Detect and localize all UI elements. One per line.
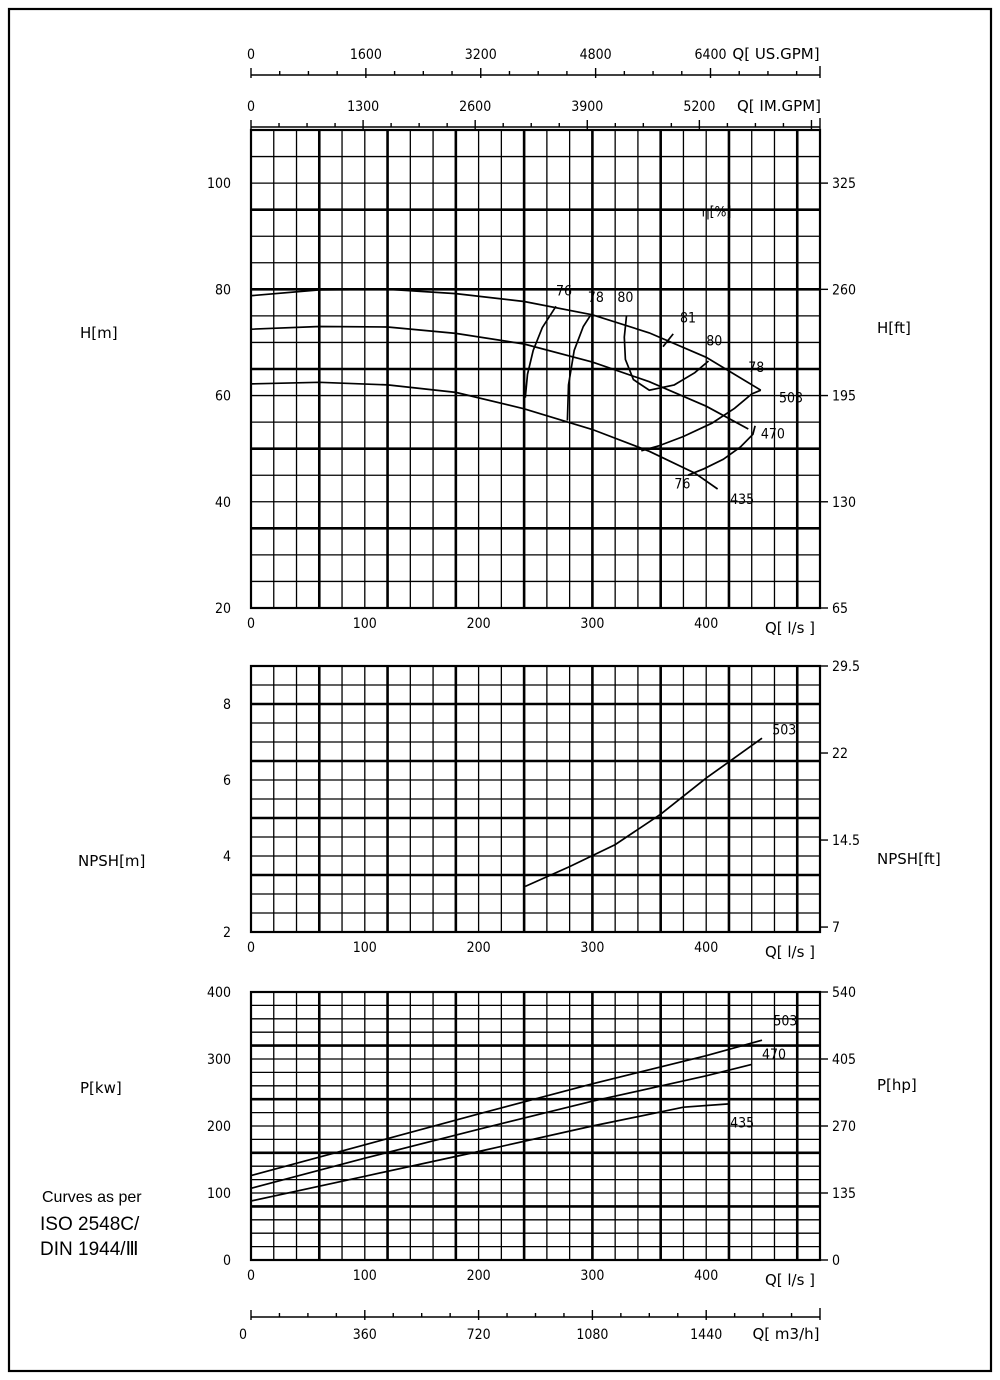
ylabel-power-right: P[hp] xyxy=(877,1076,917,1094)
x-tick-label: 200 xyxy=(466,616,491,632)
y-tick-label-left: 4 xyxy=(222,849,231,865)
top-scale-im-gpm xyxy=(247,97,821,130)
y-tick-label-right: 130 xyxy=(832,494,857,511)
top-scale-us-gpm xyxy=(247,45,820,78)
x-tick-label: 0 xyxy=(246,1268,256,1284)
curve-label: 435 xyxy=(730,491,755,508)
grid-head xyxy=(251,130,820,608)
x-tick-label: 100 xyxy=(352,616,377,632)
y-tick-label-right: 405 xyxy=(832,1052,857,1068)
curve-label: 503 xyxy=(773,1013,798,1030)
y-tick-label-right: 7 xyxy=(832,920,841,937)
scale-tick-label: 4800 xyxy=(579,47,612,63)
curve-head-503 xyxy=(251,289,761,390)
standard-note-line2: ISO 2548C/ xyxy=(40,1214,140,1235)
scale-tick-label: 720 xyxy=(466,1327,491,1343)
x-tick-label: 100 xyxy=(352,1268,377,1284)
x-axis-label: Q[ l/s ] xyxy=(764,943,816,961)
y-axis-left-head xyxy=(207,176,231,617)
ylabel-head-left: H[m] xyxy=(80,324,118,342)
y-tick-label-right: 195 xyxy=(832,388,857,405)
scale-tick-label: 360 xyxy=(352,1327,377,1343)
y-tick-label-left: 200 xyxy=(206,1119,231,1135)
y-tick-label-right: 0 xyxy=(832,1253,841,1269)
y-tick-label-right: 540 xyxy=(832,985,857,1001)
scale-tick-label: 1080 xyxy=(576,1327,609,1343)
scale-tick-label: 1600 xyxy=(349,47,382,63)
labels-npsh xyxy=(772,722,796,738)
y-axis-right-npsh xyxy=(820,659,860,936)
x-tick-label: 400 xyxy=(694,616,719,632)
scale-tick-label: 3900 xyxy=(571,99,604,115)
curve-label: 80 xyxy=(706,333,723,350)
y-tick-label-right: 135 xyxy=(832,1186,857,1202)
curve-head-435 xyxy=(251,382,718,489)
x-tick-label: 200 xyxy=(466,1268,491,1284)
ylabel-power-left: P[kw] xyxy=(80,1079,122,1097)
y-tick-label-right: 65 xyxy=(832,601,849,617)
scale-label: Q[ m3/h] xyxy=(752,1325,820,1343)
y-tick-label-left: 8 xyxy=(222,697,231,713)
scale-tick-label: 0 xyxy=(238,1327,248,1343)
series-power xyxy=(251,1040,762,1201)
curve-label: 503 xyxy=(772,722,797,739)
x-tick-label: 300 xyxy=(580,1268,605,1284)
curve-label: 81 xyxy=(680,310,697,327)
y-tick-label-right: 260 xyxy=(832,282,857,299)
scale-tick-label: 6400 xyxy=(694,47,727,63)
y-tick-label-left: 2 xyxy=(222,925,231,941)
y-tick-label-right: 325 xyxy=(832,176,857,193)
scale-tick-label: 2600 xyxy=(459,99,492,115)
y-tick-label-left: 80 xyxy=(214,282,231,299)
curve-label: 78 xyxy=(748,360,765,377)
y-axis-left-power xyxy=(207,985,231,1269)
curve-label: 435 xyxy=(730,1115,755,1132)
x-axis-label: Q[ l/s ] xyxy=(764,619,816,637)
y-tick-label-left: 400 xyxy=(206,985,231,1001)
data-curves xyxy=(251,289,765,1201)
y-tick-label-right: 14.5 xyxy=(832,833,861,850)
scale-tick-label: 0 xyxy=(246,47,256,63)
panel-grids xyxy=(251,130,820,1260)
curve-label: 503 xyxy=(779,390,804,407)
x-tick-label: 300 xyxy=(580,616,605,632)
standard-note-line3: DIN 1944/Ⅲ xyxy=(40,1239,139,1260)
ylabel-head-right: H[ft] xyxy=(877,319,911,337)
curve-label: 470 xyxy=(761,1047,787,1063)
x-tick-label: 400 xyxy=(694,1268,719,1284)
y-tick-label-right: 29.5 xyxy=(832,659,861,675)
curve-label: 80 xyxy=(617,290,634,307)
x-axis-power xyxy=(247,1268,815,1289)
standard-note-line1: Curves as per xyxy=(42,1189,142,1206)
scale-tick-label: 3200 xyxy=(464,47,497,63)
y-tick-label-left: 0 xyxy=(222,1253,231,1269)
y-tick-label-left: 60 xyxy=(214,388,231,405)
x-tick-label: 100 xyxy=(352,940,377,956)
x-tick-label: 400 xyxy=(694,940,719,956)
y-tick-label-left: 100 xyxy=(206,1186,231,1202)
y-tick-label-left: 6 xyxy=(222,773,231,789)
x-tick-label: 0 xyxy=(246,616,256,632)
y-axis-right-head xyxy=(820,176,856,617)
efficiency-curve-76 xyxy=(688,426,755,475)
curve-label: 76 xyxy=(674,476,691,493)
y-tick-label-left: 100 xyxy=(206,176,231,193)
y-tick-label-left: 40 xyxy=(214,494,231,511)
x-axis-head xyxy=(247,616,815,637)
y-tick-label-right: 270 xyxy=(832,1119,857,1135)
scale-label: Q[ US.GPM] xyxy=(732,45,820,63)
curve-label: 470 xyxy=(760,426,785,443)
scale-tick-label: 0 xyxy=(246,99,256,115)
curve-label: 76 xyxy=(555,283,573,300)
y-tick-label-left: 300 xyxy=(206,1052,231,1068)
x-tick-label: 0 xyxy=(246,940,256,956)
y-axis-right-power xyxy=(820,985,856,1269)
grid-npsh xyxy=(251,666,820,932)
curve-label: η[%] xyxy=(701,204,732,221)
x-tick-label: 200 xyxy=(466,940,491,956)
scale-tick-label: 5200 xyxy=(683,99,716,115)
ylabel-npsh-right: NPSH[ft] xyxy=(877,850,941,868)
scale-label: Q[ IM.GPM] xyxy=(736,97,822,115)
bottom-scale-m3h xyxy=(239,1308,820,1343)
x-axis-label: Q[ l/s ] xyxy=(764,1271,816,1289)
axis-scales xyxy=(207,45,860,1343)
y-tick-label-right: 22 xyxy=(832,746,849,763)
ylabel-npsh-left: NPSH[m] xyxy=(78,852,146,870)
curve-label: 78 xyxy=(587,290,604,307)
scale-tick-label: 1440 xyxy=(690,1327,723,1343)
efficiency-curve-78 xyxy=(641,390,761,451)
x-axis-npsh xyxy=(247,940,815,961)
scale-tick-label: 1300 xyxy=(347,99,380,115)
y-axis-left-npsh xyxy=(223,697,231,941)
x-tick-label: 300 xyxy=(580,940,605,956)
y-tick-label-left: 20 xyxy=(214,601,231,617)
